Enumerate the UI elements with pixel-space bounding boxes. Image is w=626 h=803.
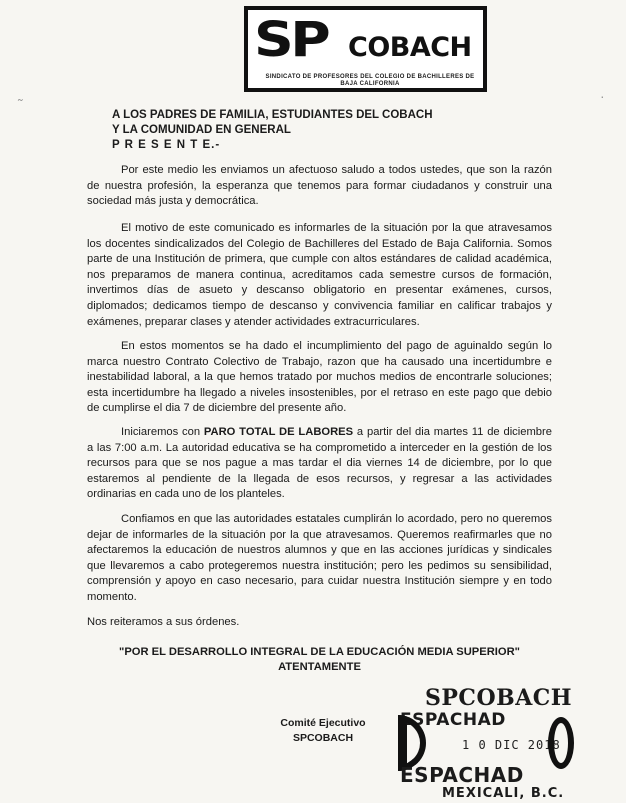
- addressee-line-1: A LOS PADRES DE FAMILIA, ESTUDIANTES DEL COBACH: [112, 109, 433, 121]
- paragraph-trust: [87, 512, 552, 606]
- addressee-line-2: Y LA COMUNIDAD EN GENERAL: [112, 124, 291, 136]
- stamp-word-top: ESPACHAD: [400, 710, 506, 730]
- signature-committee: Comité Ejecutivo: [280, 717, 366, 729]
- closing-line: Nos reiteramos a sus órdenes.: [87, 616, 240, 628]
- stamp-org: SPCOBACH: [425, 685, 573, 711]
- paragraph-strike: [87, 425, 552, 503]
- signature-org: SPCOBACH: [292, 732, 354, 744]
- paragraph-situation-text: En estos momentos se ha dado el incumplimiento del pago de aguinaldo según lo marca nuestro Contrato Colectivo de Trabajo, razon que ha causado una incertidumbre e inestabilidad laboral, a la que hemos tratado por muchos medios de encontrarle soluciones; esta incertidumbre ha llegado a niveles insostenibles, por el retraso en este pago que debio de cumplirse el dia 7 de diciembre del presente año.: [87, 340, 552, 415]
- paragraph-strike-rest: a partir del dia martes 11 de diciembre a las 7:00 a.m. La autoridad educativa se ha comprometido a interceder en la gestión de los recursos para que se nos pague a mas tardar el dia viernes 14 de diciembre, por lo que estaremos al pendiente de la llegada de esos recursos, y regresar a las actividades ordinarias en cada uno de los planteles.: [87, 426, 552, 501]
- paragraph-motive-text: El motivo de este comunicado es informarles de la situación por la que atravesamos los docentes sindicalizados del Colegio de Bachilleres del Estado de Baja California. Somos parte de una Institución de primera, que cumple con altos estándares de calidad académica, nos preparamos de manera continua, acreditamos cada semestre cursos de formación, invertimos días de asueto y descanso obligatorio en presentar exámenes, cursos, diplomados; dedicamos tiempo de descanso y convivencia familiar en calificar trabajos y exámenes, preparar clases y atender actividades extracurriculares.: [87, 222, 552, 328]
- paragraph-greeting: [87, 163, 552, 210]
- addressee-line-3: P R E S E N T E.-: [112, 139, 221, 151]
- paragraph-motive: [87, 221, 552, 330]
- paragraph-trust-text: Confiamos en que las autoridades estatales cumplirán lo acordado, pero no queremos dejar de informarles de la situación por la que atravesamos. Queremos reafirmarles que no afectaremos la educación de nuestros alumnos y que en las acciones jurídicas y sindicales que llevaremos a cabo protegeremos nuestra institución; pero les pedimos su sensibilidad, comprensión y apoyo en caso necesario, para cuidar nuestra Institución siempre y en todo momento.: [87, 513, 552, 603]
- logo-name: COBACH: [348, 32, 472, 63]
- regards-line: ATENTAMENTE: [278, 661, 361, 673]
- paragraph-greeting-text: Por este medio les enviamos un afectuoso saludo a todos ustedes, que son la razón de nuestra profesión, la esperanza que tenemos para formar ciudadanos y construir una sociedad más justa y democrática.: [87, 164, 552, 208]
- logo-subtitle: SINDICATO DE PROFESORES DEL COLEGIO DE BACHILLERES DE BAJA CALIFORNIA: [265, 74, 475, 87]
- stamp-date: 1 0 DIC 2018: [462, 738, 561, 752]
- strike-announcement: PARO TOTAL DE LABORES: [203, 426, 354, 438]
- stamp-word-bottom: ESPACHAD: [400, 763, 524, 787]
- stamp-city: MEXICALI, B.C.: [442, 786, 565, 801]
- motto-line: "POR EL DESARROLLO INTEGRAL DE LA EDUCACIÓN MEDIA SUPERIOR": [119, 646, 520, 658]
- union-logo: [244, 6, 487, 92]
- logo-letters: SP: [254, 12, 328, 68]
- paragraph-situation: [87, 339, 552, 417]
- addressee-block: [112, 108, 433, 153]
- signature-block: [268, 716, 378, 746]
- scan-mark: ·: [600, 88, 605, 104]
- motto-block: [87, 645, 552, 675]
- stamp-letter-o: [548, 717, 574, 769]
- scan-mark: ˜: [18, 96, 23, 112]
- paragraph-strike-start: Iniciaremos con: [121, 426, 204, 438]
